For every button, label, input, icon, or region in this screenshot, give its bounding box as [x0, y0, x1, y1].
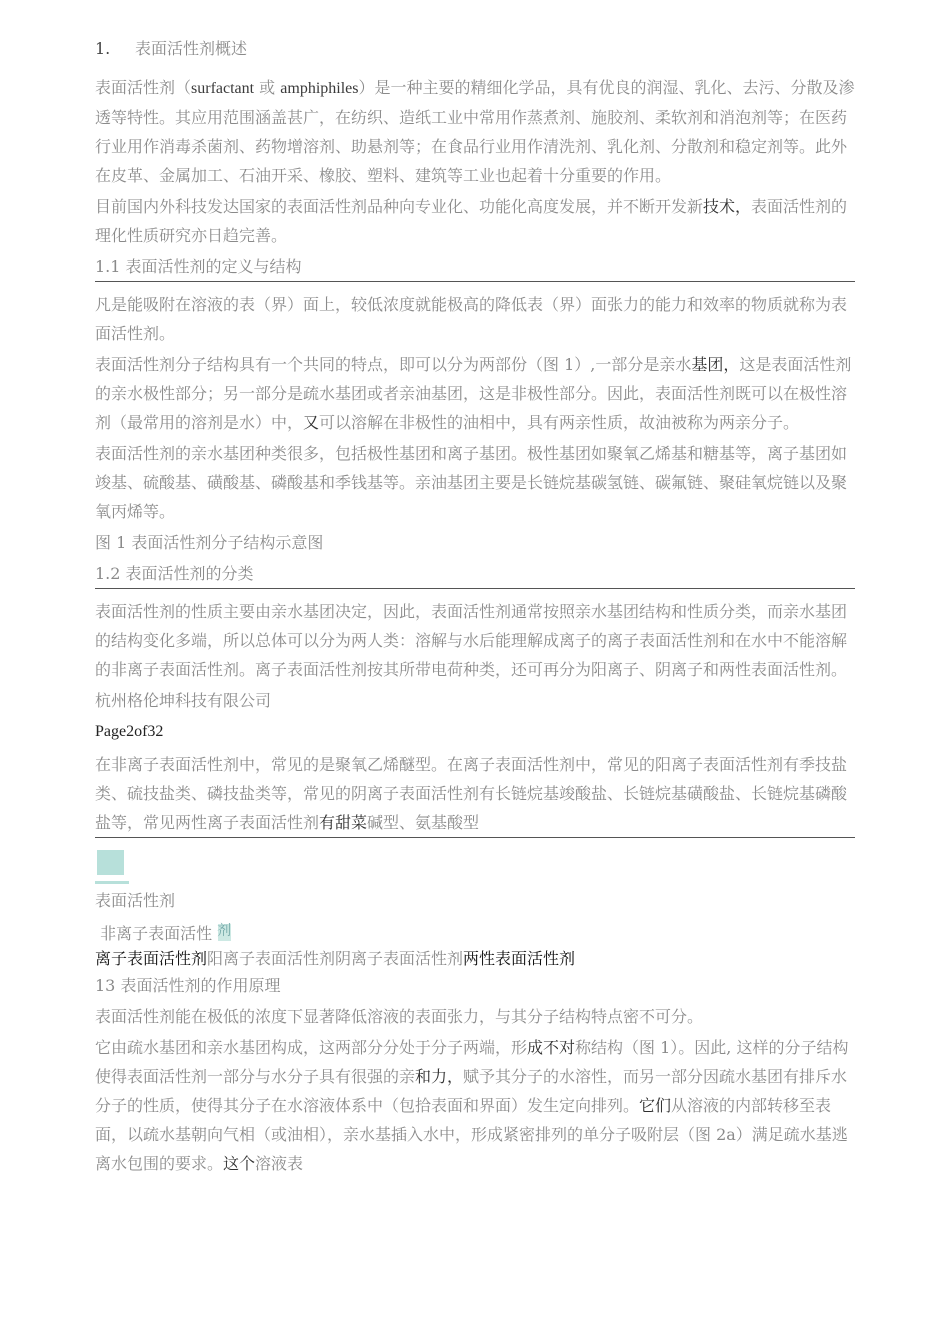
text-run: 可以溶解在非极性的油相中，具有两亲性质，故油被称为两亲分子。 [319, 413, 800, 432]
paragraph-development [95, 192, 855, 250]
text-run-latin: surfactant [191, 80, 255, 97]
section-heading-1-1: 1.1 表面活性剂的定义与结构 [95, 252, 855, 282]
section-heading-1-2: 1.2 表面活性剂的分类 [95, 559, 855, 589]
text-run: ）是一种主要的精细化学品，具有优良的润湿、乳化、去污、分散及渗透等特性。其应用范围涵盖甚广，在纺织、造纸工业中常用作蒸煮剂、施胶剂、柔软剂和消泡剂等；在医药行业用作消毒杀菌剂、药物增溶剂、助悬剂等；在食品行业用作清洗剂、乳化剂、分散剂和稳定剂等。此外在皮革、金属加工、石油开采、橡胶、塑料、建筑等工业也起着十分重要的作用。 [95, 78, 855, 185]
text-run: 目前国内外科技发达国家的表面活性剂品种向专业化、功能化高度发展，并不断开发新 [95, 197, 704, 216]
text-run-dark: 有甜菜 [319, 813, 368, 832]
paragraph-principle [95, 1033, 855, 1178]
paragraph-types [95, 750, 855, 838]
text-run-dark: 和力， [415, 1067, 464, 1086]
text-run: 非离子表面活性 [100, 924, 213, 943]
paragraph-classification: 表面活性剂的性质主要由亲水基团决定，因此，表面活性剂通常按照亲水基团结构和性质分类，而亲水基团的结构变化多端，所以总体可以分为两人类：溶解与水后能理解成离子的离子表面活性剂和在水中不能溶解的非离子表面活性剂。离子表面活性剂按其所带电荷种类，还可再分为阳离子、阴离子和两性表面活性剂。 [95, 602, 848, 679]
section-heading-1 [95, 34, 855, 63]
diagram-tile [97, 850, 124, 875]
document-content [95, 34, 855, 1178]
figure-caption: 图 1 表面活性剂分子结构示意图 [95, 533, 324, 552]
page-number: Page2of32 [95, 723, 164, 740]
paragraph-groups: 表面活性剂的亲水基团种类很多，包括极性基团和离子基团。极性基团如聚氧乙烯基和糖基等，离子基团如竣基、硫酸基、磺酸基、磷酸基和季钱基等。亲油基团主要是长链烷基碳氢链、碳氟链、聚硅氧烷链以及聚氧丙烯等。 [95, 444, 848, 521]
text-run: 这是表面活性剂的亲水极性部分；另一部分是疏水基团或者亲油基团，这是非极性部分。因此，表面活性剂既可以在极性溶剂（最常用的溶剂是水）中， [95, 355, 852, 432]
text-run: 碱型、氨基酸型 [367, 813, 480, 832]
text-run-dark: 离子表面活性剂 [95, 949, 208, 968]
text-run: 称结构（图 1）。因此, 这样的分子结构使得表面活性剂一部分与水分子具有很强的亲 [95, 1038, 849, 1086]
paragraph-overview [95, 73, 855, 190]
text-run-latin: amphiphiles [280, 80, 359, 97]
text-run-dark: 基团， [691, 355, 740, 374]
text-run: 在非离子表面活性剂中，常见的是聚氧乙烯醚型。在离子表面活性剂中，常见的阳离子表面活性剂有季技盐类、硫技盐类、磷技盐类等，常见的阴离子表面活性剂有长链烷基竣酸盐、长链烷基磺酸盐、长链烷基磷酸盐等，常见两性离子表面活性剂 [95, 755, 848, 832]
company-name: 杭州格伦坤科技有限公司 [95, 691, 272, 710]
text-run: 溶液表 [255, 1154, 304, 1173]
text-run: 表面活性剂的理化性质研究亦日趋完善。 [95, 197, 848, 245]
text-run-dark: 成不对 [527, 1038, 576, 1057]
section-heading-1-3: 13 表面活性剂的作用原理 [95, 976, 281, 995]
text-run: 或 [254, 78, 281, 97]
text-run-dark: 两性表面活性剂 [463, 949, 576, 968]
text-run-dark: 它们 [639, 1096, 672, 1115]
paragraph-definition: 凡是能吸附在溶液的表（界）面上，较低浓度就能极高的降低表（界）面张力的能力和效率的物质就称为表面活性剂。 [95, 295, 848, 343]
text-run-dark: 技术， [703, 197, 752, 216]
text-run: 阳离子表面活性剂阴离子表面活性剂 [207, 949, 464, 968]
text-run: 表面活性剂（ [95, 78, 192, 97]
paragraph-structure [95, 350, 855, 437]
diagram-tile-bar [95, 881, 129, 884]
classification-diagram-image [95, 850, 855, 884]
text-run: 从溶液的内部转移至表面，以疏水基朝向气相（或油相），亲水基插入水中，形成紧密排列的单分子吸附层（图 2a）满足疏水基逃离水包围的要求。 [95, 1096, 848, 1173]
text-run: 剂 [217, 923, 232, 939]
paragraph-principle-intro: 表面活性剂能在极低的浓度下显著降低溶液的表面张力，与其分子结构特点密不可分。 [95, 1007, 704, 1026]
section-number: 1. [95, 39, 111, 58]
text-run-dark: 这个 [223, 1154, 256, 1173]
diagram-root-label: 表面活性剂 [95, 891, 176, 910]
text-run: 表面活性剂分子结构具有一个共同的特点，即可以分为两部份（图 1）,一部分是亲水 [95, 355, 692, 374]
diagram-mini-tile [218, 924, 231, 941]
diagram-nonionic-label [95, 919, 855, 948]
text-run-dark: 又 [303, 413, 320, 432]
diagram-ionic-labels [95, 948, 855, 969]
section-title: 表面活性剂概述 [135, 39, 248, 58]
text-run: 赋予其分子的水溶性，而另一部分因疏水基团有排斥水分子的性质，使得其分子在水溶液体系中（包拾表面和界面）发生定向排列。 [95, 1067, 848, 1115]
text-run: 它由疏水基团和亲水基团构成，这两部分分处于分子两端，形 [95, 1038, 528, 1057]
